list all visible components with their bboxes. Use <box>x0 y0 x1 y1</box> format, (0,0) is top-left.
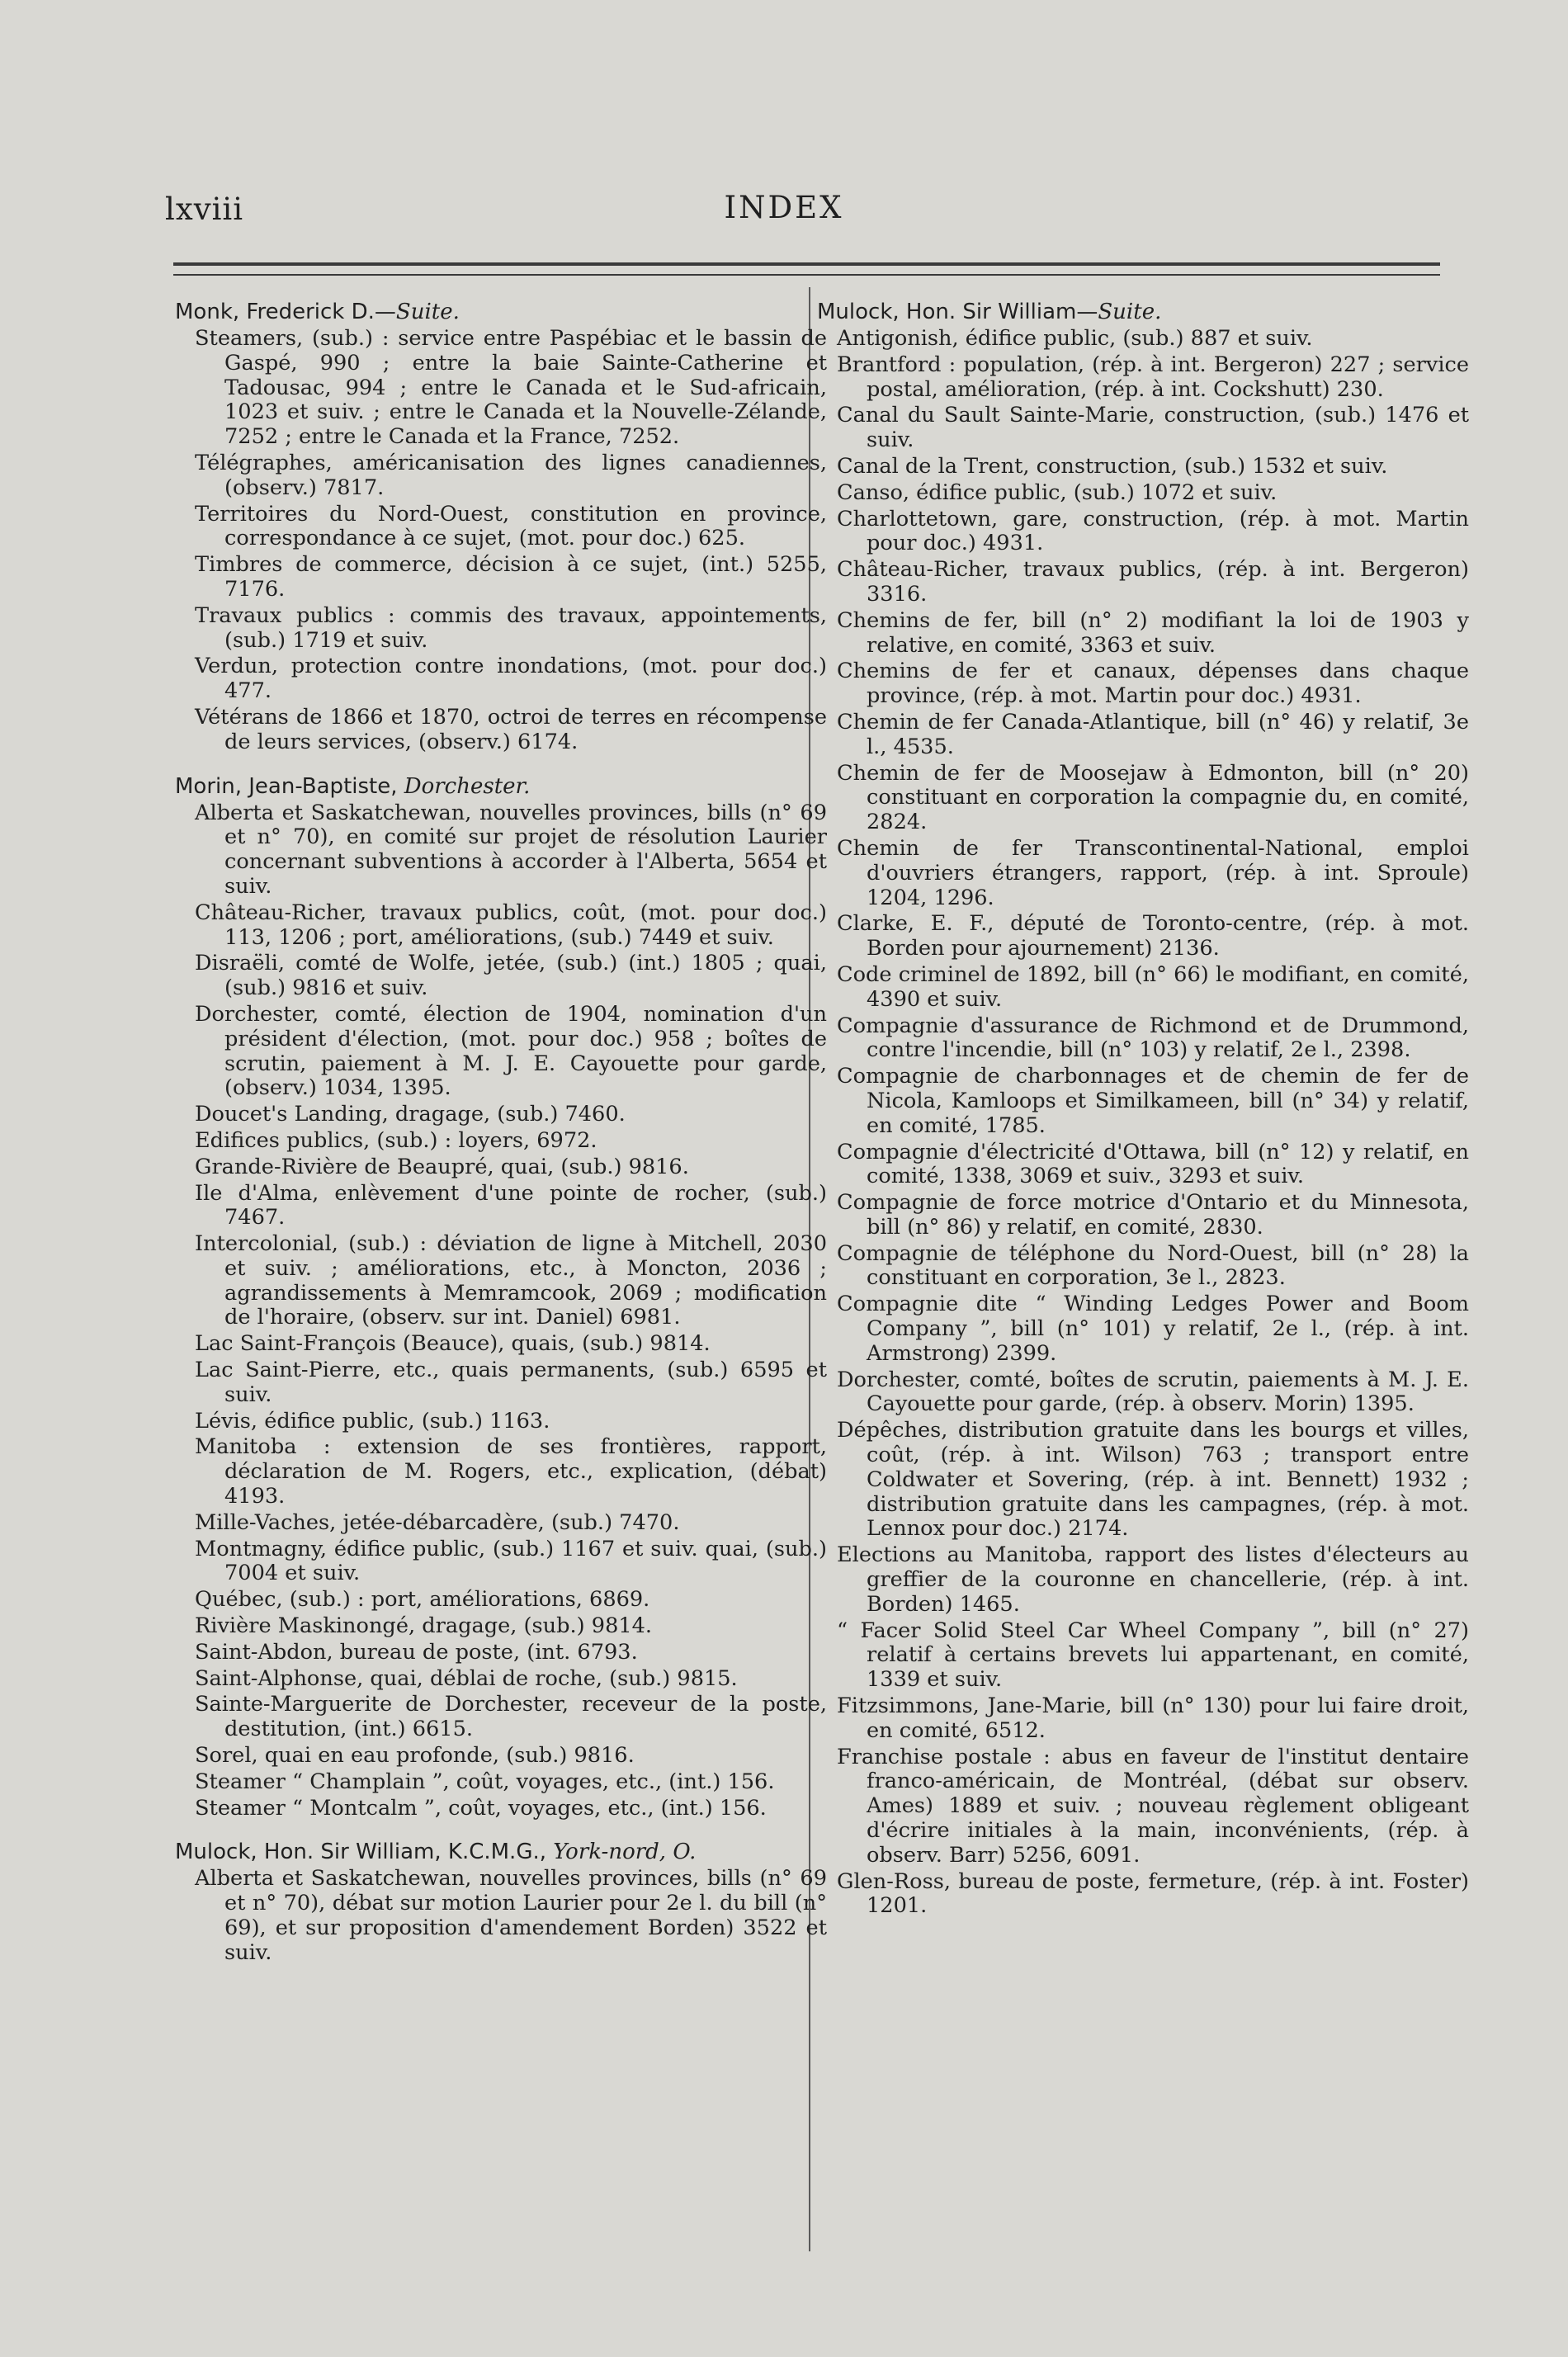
entry-subitem: Lac Saint-Pierre, etc., quais permanents, (sub.) 6595 et suiv. <box>195 1358 827 1407</box>
entry-subitem: “ Facer Solid Steel Car Wheel Company ”, bill (n° 27) relatif à certains brevets lui appartenant, en comité, 1339 et suiv. <box>837 1618 1469 1693</box>
header-rule-thick <box>173 262 1440 266</box>
entry-constituency: Suite. <box>1098 300 1162 324</box>
entry-subitem: Canso, édifice public, (sub.) 1072 et suiv. <box>837 479 1278 505</box>
entry-subitem: Chemins de fer et canaux, dépenses dans chaque province, (rép. à mot. Martin pour doc.) 4931. <box>837 659 1469 709</box>
entry-subitem: Montmagny, édifice public, (sub.) 1167 et suiv. quai, (sub.) 7004 et suiv. <box>195 1536 827 1586</box>
entry-constituency: York-nord, O. <box>553 1840 697 1865</box>
entry-subitem: Intercolonial, (sub.) : déviation de ligne à Mitchell, 2030 et suiv. ; améliorations, etc., à Moncton, 2036 ; agrandissements à Memramcook, 2069 ; modification de l'horaire, (observ. sur int. Daniel) 6981. <box>195 1231 827 1330</box>
entry-subitem: Sainte-Marguerite de Dorchester, receveur de la poste, destitution, (int.) 6615. <box>195 1692 827 1742</box>
entry-subitem: Canal de la Trent, construction, (sub.) 1532 et suiv. <box>837 453 1388 479</box>
entry-subitem: Télégraphes, américanisation des lignes canadiennes, (observ.) 7817. <box>195 450 827 500</box>
entry-subitem: Compagnie d'assurance de Richmond et de Drummond, contre l'incendie, bill (n° 103) y relatif, 2e l., 2398. <box>837 1013 1469 1063</box>
header-rule-thin <box>173 274 1440 276</box>
entry-subitem: Brantford : population, (rép. à int. Bergeron) 227 ; service postal, amélioration, (rép. à int. Cockshutt) 230. <box>837 352 1469 402</box>
index-entry <box>175 299 827 755</box>
entry-subitem: Steamer “ Montcalm ”, coût, voyages, etc., (int.) 156. <box>195 1795 767 1821</box>
entry-subitem: Chemin de fer Canada-Atlantique, bill (n° 46) y relatif, 3e l., 4535. <box>837 709 1469 759</box>
entry-subitem: Travaux publics : commis des travaux, appointements, (sub.) 1719 et suiv. <box>195 602 827 653</box>
entry-subitem: Lac Saint-François (Beauce), quais, (sub.) 9814. <box>195 1331 711 1357</box>
index-entry <box>817 299 1469 1919</box>
entry-subitem: Dorchester, comté, boîtes de scrutin, paiements à M. J. E. Cayouette pour garde, (rép. à observ. Morin) 1395. <box>837 1367 1469 1417</box>
entry-subitem: Manitoba : extension de ses frontières, rapport, déclaration de M. Rogers, etc., explication, (débat) 4193. <box>195 1434 827 1509</box>
right-column <box>817 299 1469 1937</box>
entry-subitem: Lévis, édifice public, (sub.) 1163. <box>195 1408 550 1434</box>
entry-subitem: Clarke, E. F., député de Toronto-centre, (rép. à mot. Borden pour ajournement) 2136. <box>837 911 1469 961</box>
index-entry <box>175 773 827 1821</box>
entry-subitem: Disraëli, comté de Wolfe, jetée, (sub.) (int.) 1805 ; quai, (sub.) 9816 et suiv. <box>195 951 827 1001</box>
entry-constituency: Dorchester. <box>404 773 531 799</box>
entry-subitem: Sorel, quai en eau profonde, (sub.) 9816. <box>195 1743 635 1769</box>
entry-subitem: Grande-Rivière de Beaupré, quai, (sub.) 9816. <box>195 1154 689 1179</box>
entry-subitem: Chemin de fer Transcontinental-National, emploi d'ouvriers étrangers, rapport, (rép. à int. Sproule) 1204, 1296. <box>837 835 1469 910</box>
entry-heading <box>817 299 1469 325</box>
entry-subitem: Antigonish, édifice public, (sub.) 887 et suiv. <box>837 326 1313 351</box>
entry-name: Mulock, Hon. Sir William— <box>817 300 1098 324</box>
entry-subitem: Elections au Manitoba, rapport des listes d'électeurs au greffier de la couronne en chancellerie, (rép. à int. Borden) 1465. <box>837 1542 1469 1617</box>
entry-subitem: Compagnie de charbonnages et de chemin de fer de Nicola, Kamloops et Similkameen, bill (n° 34) y relatif, en comité, 1785. <box>837 1064 1469 1138</box>
entry-subitem: Ile d'Alma, enlèvement d'une pointe de rocher, (sub.) 7467. <box>195 1180 827 1230</box>
entry-name: Morin, Jean-Baptiste, <box>175 773 404 799</box>
entry-subitem: Territoires du Nord-Ouest, constitution en province, correspondance à ce sujet, (mot. pour doc.) 625. <box>195 501 827 551</box>
entry-subitem: Compagnie d'électricité d'Ottawa, bill (n° 12) y relatif, en comité, 1338, 3069 et suiv., 3293 et suiv. <box>837 1139 1469 1189</box>
entry-subitem: Château-Richer, travaux publics, (rép. à int. Bergeron) 3316. <box>837 557 1469 607</box>
entry-subitem: Saint-Abdon, bureau de poste, (int. 6793. <box>195 1639 638 1665</box>
entry-subitem: Dorchester, comté, élection de 1904, nomination d'un président d'élection, (mot. pour doc.) 958 ; boîtes de scrutin, paiement à M. J. E. Cayouette pour garde, (observ.) 1034, 1395. <box>195 1001 827 1101</box>
index-entry <box>175 1839 827 1965</box>
entry-subitem: Mille-Vaches, jetée-débarcadère, (sub.) 7470. <box>195 1509 680 1535</box>
entry-subitem: Alberta et Saskatchewan, nouvelles provinces, bills (n° 69 et n° 70), en comité sur projet de résolution Laurier concernant subventions à accorder à l'Alberta, 5654 et suiv. <box>195 800 827 899</box>
entry-subitem: Franchise postale : abus en faveur de l'institut dentaire franco-américain, de Montréal, (débat sur observ. Ames) 1889 et suiv. ; nouveau règlement obligeant d'écrire initiales à la main, inconvénients, (rép. à observ. Barr) 5256, 6091. <box>837 1744 1469 1868</box>
entry-subitem: Steamers, (sub.) : service entre Paspébiac et le bassin de Gaspé, 990 ; entre la baie Sainte-Catherine et Tadousac, 994 ; entre le Canada et le Sud-africain, 1023 et suiv. ; entre le Canada et la Nouvelle-Zélande, 7252 ; entre le Canada et la France, 7252. <box>195 326 827 450</box>
entry-heading <box>175 773 827 800</box>
entry-subitem: Steamer “ Champlain ”, coût, voyages, etc., (int.) 156. <box>195 1769 775 1794</box>
entry-subitem: Château-Richer, travaux publics, coût, (mot. pour doc.) 113, 1206 ; port, améliorations, (sub.) 7449 et suiv. <box>195 900 827 950</box>
entry-subitem: Verdun, protection contre inondations, (mot. pour doc.) 477. <box>195 654 827 704</box>
entry-subitem: Glen-Ross, bureau de poste, fermeture, (rép. à int. Foster) 1201. <box>837 1868 1469 1919</box>
entry-subitem: Saint-Alphonse, quai, déblai de roche, (sub.) 9815. <box>195 1665 738 1691</box>
entry-subitem: Timbres de commerce, décision à ce sujet, (int.) 5255, 7176. <box>195 552 827 602</box>
entry-subitem: Alberta et Saskatchewan, nouvelles provinces, bills (n° 69 et n° 70), débat sur motion Laurier pour 2e l. du bill (n° 69), et sur proposition d'amendement Borden) 3522 et suiv. <box>195 1866 827 1965</box>
entry-subitem: Fitzsimmons, Jane-Marie, bill (n° 130) pour lui faire droit, en comité, 6512. <box>837 1693 1469 1743</box>
entry-subitem: Vétérans de 1866 et 1870, octroi de terres en récompense de leurs services, (observ.) 6174. <box>195 704 827 754</box>
entry-subitem: Compagnie de force motrice d'Ontario et du Minnesota, bill (n° 86) y relatif, en comité, 2830. <box>837 1190 1469 1240</box>
entry-heading <box>175 1839 827 1865</box>
page-folio: lxviii <box>165 191 244 227</box>
entry-subitem: Charlottetown, gare, construction, (rép. à mot. Martin pour doc.) 4931. <box>837 506 1469 556</box>
entry-subitem: Compagnie dite “ Winding Ledges Power and Boom Company ”, bill (n° 101) y relatif, 2e l., (rép. à int. Armstrong) 2399. <box>837 1292 1469 1366</box>
entry-subitem: Rivière Maskinongé, dragage, (sub.) 9814. <box>195 1613 653 1639</box>
entry-name: Monk, Frederick D.— <box>175 300 396 324</box>
entry-subitem: Doucet's Landing, dragage, (sub.) 7460. <box>195 1102 626 1127</box>
entry-subitem: Dépêches, distribution gratuite dans les bourgs et villes, coût, (rép. à int. Wilson) 763 ; transport entre Coldwater et Sovering, (rép. à int. Bennett) 1932 ; distribution gratuite dans les campagnes, (rép. à mot. Lennox pour doc.) 2174. <box>837 1418 1469 1542</box>
entry-subitem: Code criminel de 1892, bill (n° 66) le modifiant, en comité, 4390 et suiv. <box>837 961 1469 1012</box>
entry-subitem: Québec, (sub.) : port, améliorations, 6869. <box>195 1587 650 1613</box>
entry-subitem: Edifices publics, (sub.) : loyers, 6972. <box>195 1127 597 1153</box>
entry-subitem: Chemin de fer de Moosejaw à Edmonton, bill (n° 20) constituant en corporation la compagnie du, en comité, 2824. <box>837 760 1469 835</box>
entry-constituency: Suite. <box>395 300 460 324</box>
entry-subitem: Compagnie de téléphone du Nord-Ouest, bill (n° 28) la constituant en corporation, 3e l., 2823. <box>837 1240 1469 1291</box>
entry-subitem: Canal du Sault Sainte-Marie, construction, (sub.) 1476 et suiv. <box>837 403 1469 453</box>
left-column <box>175 299 827 1984</box>
entry-heading <box>175 299 827 325</box>
entry-name: Mulock, Hon. Sir William, K.C.M.G., <box>175 1840 554 1865</box>
page-title: INDEX <box>724 190 844 225</box>
entry-subitem: Chemins de fer, bill (n° 2) modifiant la loi de 1903 y relative, en comité, 3363 et suiv. <box>837 607 1469 658</box>
